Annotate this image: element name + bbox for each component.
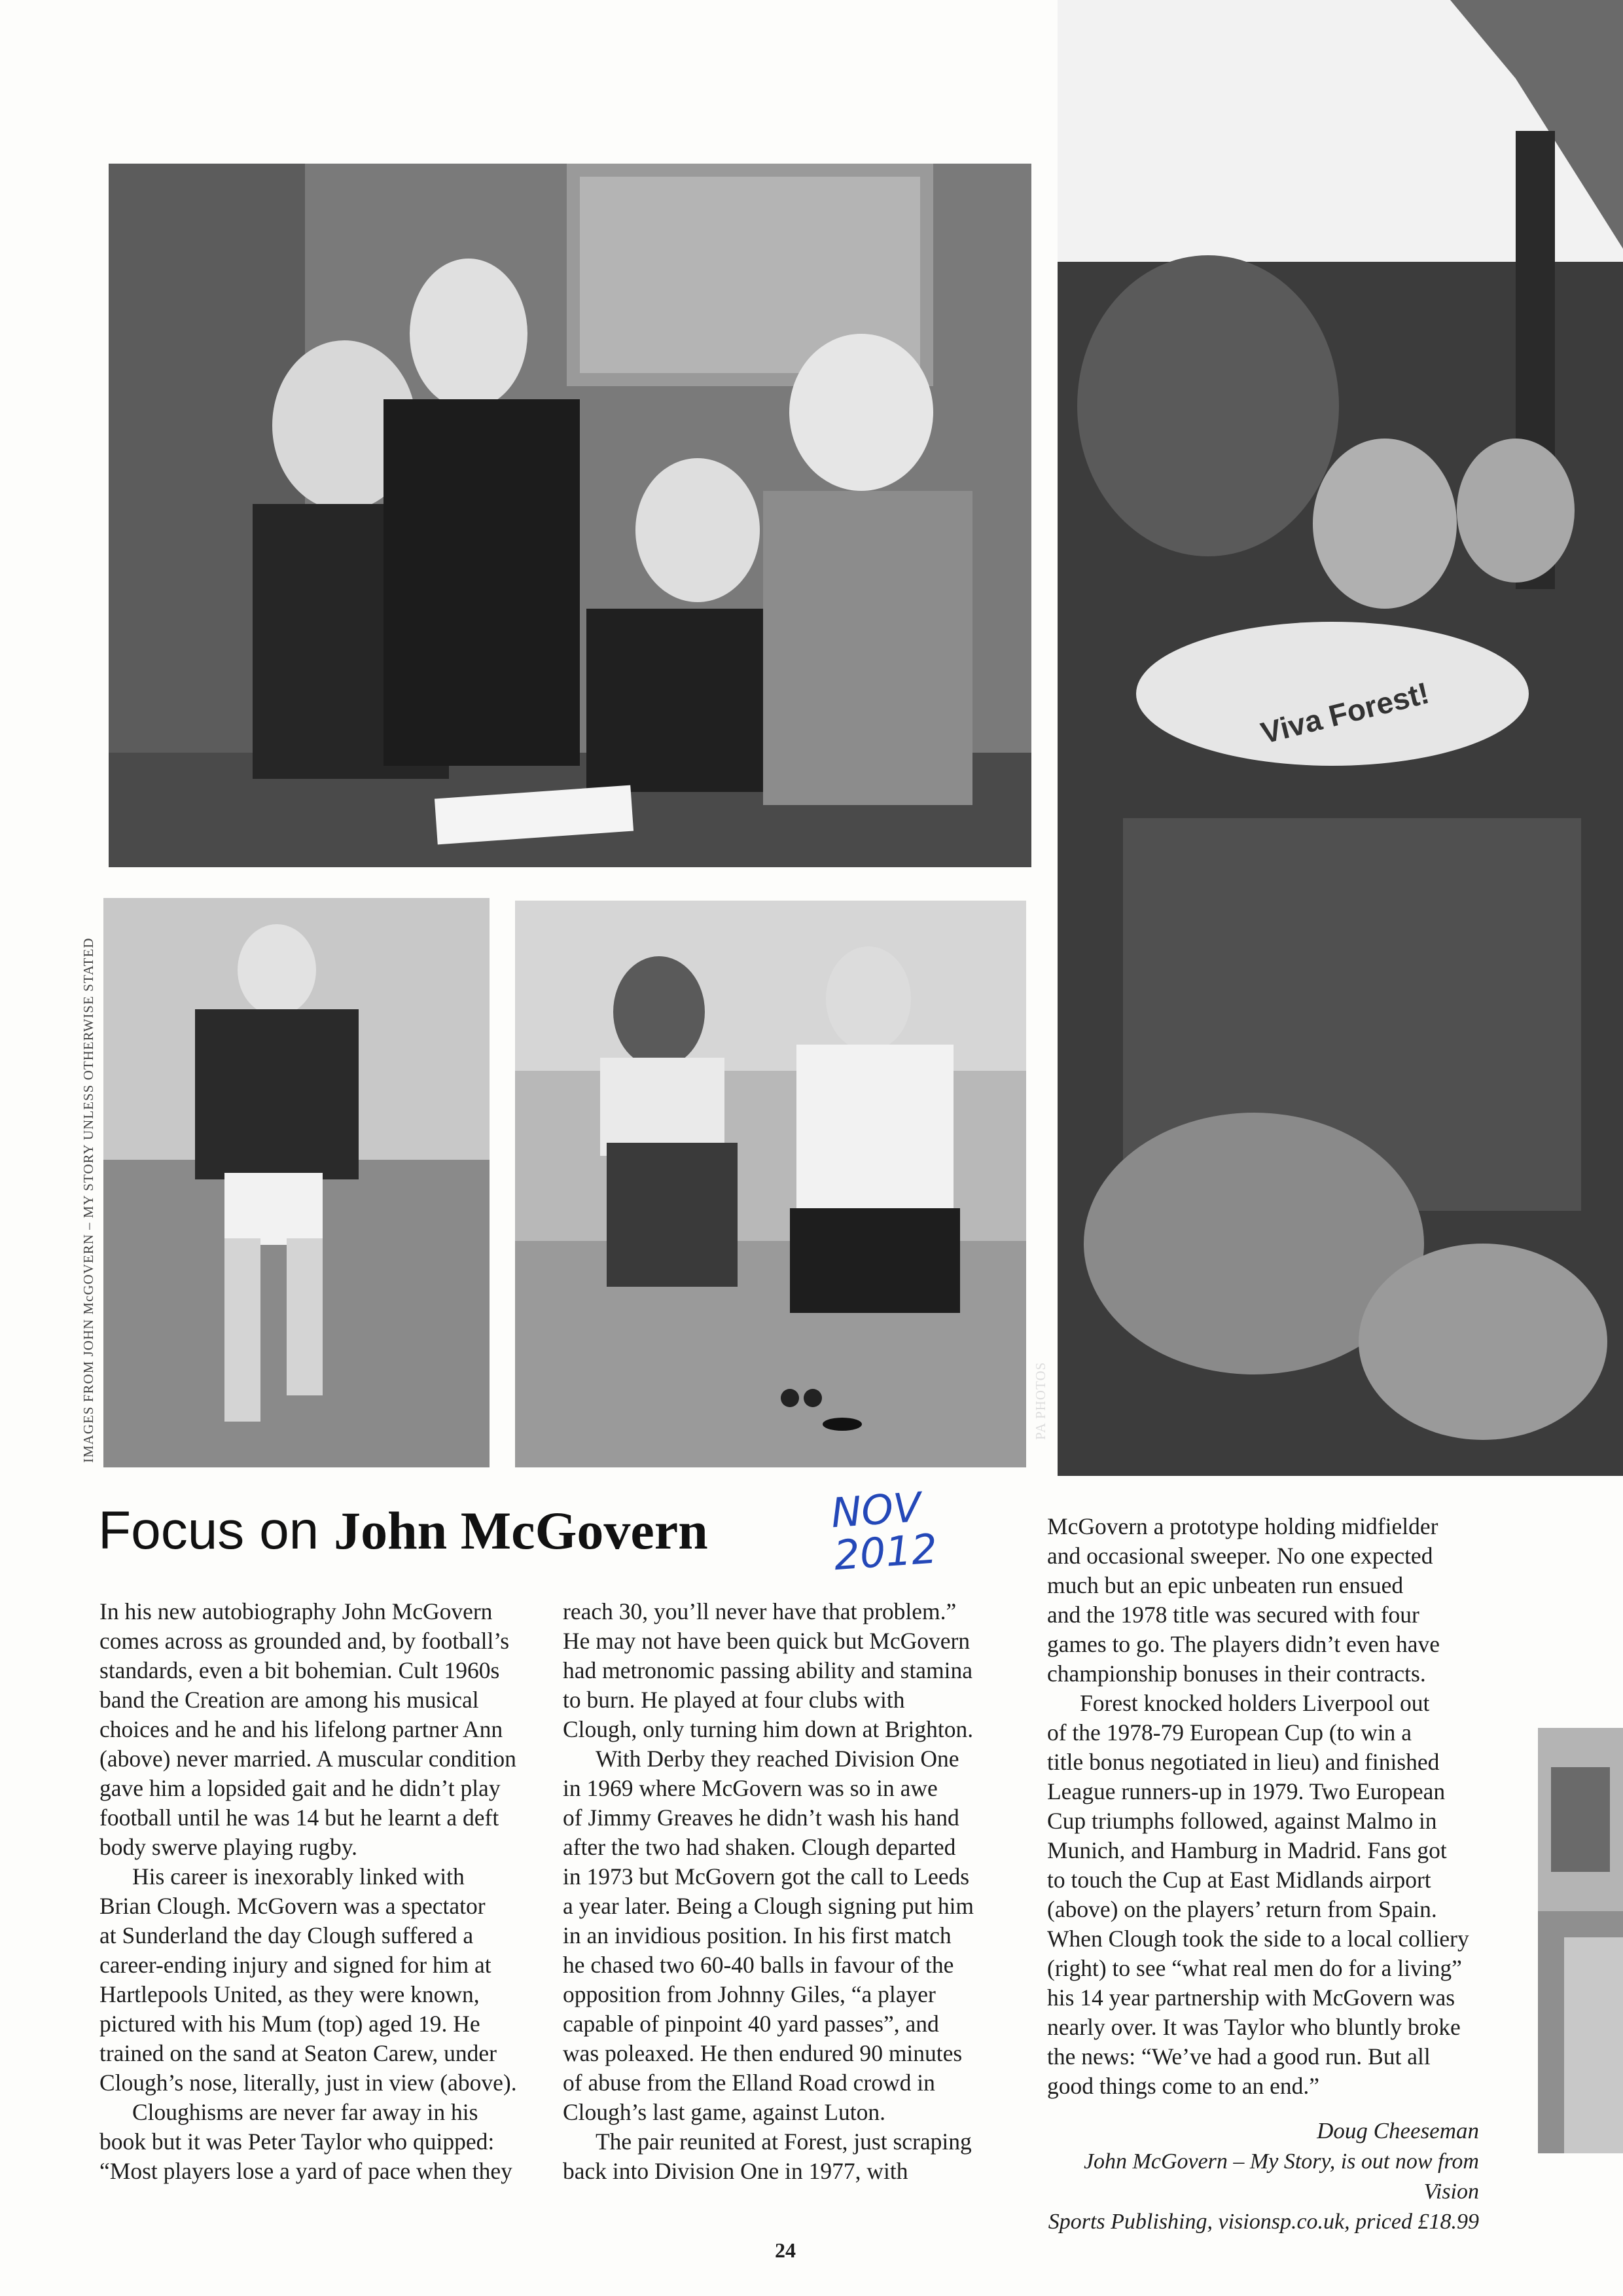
text-line: “Most players lose a yard of pace when they bbox=[99, 2158, 512, 2184]
text-line: McGovern a prototype holding midfielder bbox=[1047, 1513, 1438, 1539]
text-line: of the 1978-79 European Cup (to win a bbox=[1047, 1719, 1412, 1746]
text-line: (above) never married. A muscular condition bbox=[99, 1746, 516, 1772]
text-line: body swerve playing rugby. bbox=[99, 1834, 358, 1860]
book-credit-line-2: Sports Publishing, visionsp.co.uk, priced £18.99 bbox=[1048, 2210, 1479, 2234]
text-line: title bonus negotiated in lieu) and finished bbox=[1047, 1749, 1440, 1775]
text-line: much but an epic unbeaten run ensued bbox=[1047, 1572, 1404, 1598]
text-line: he chased two 60-40 balls in favour of the bbox=[563, 1952, 954, 1978]
article-column-3 bbox=[1047, 1512, 1492, 2101]
text-line: in 1973 but McGovern got the call to Leeds bbox=[563, 1863, 970, 1890]
text-line: In his new autobiography John McGovern bbox=[99, 1598, 493, 1624]
text-line: Brian Clough. McGovern was a spectator bbox=[99, 1893, 486, 1919]
article-column-1 bbox=[99, 1597, 525, 2186]
text-line: of abuse from the Elland Road crowd in bbox=[563, 2070, 935, 2096]
text-line: Clough’s last game, against Luton. bbox=[563, 2099, 885, 2125]
text-line: the news: “We’ve had a good run. But all bbox=[1047, 2043, 1431, 2070]
text-line: trained on the sand at Seaton Carew, under bbox=[99, 2040, 497, 2066]
text-line: Clough’s nose, literally, just in view (above). bbox=[99, 2070, 517, 2096]
handwritten-date-note bbox=[829, 1482, 973, 1580]
text-line: Clough, only turning him down at Brighton. bbox=[563, 1716, 974, 1742]
handwritten-line-2: 2012 bbox=[832, 1524, 939, 1580]
text-line: to burn. He played at four clubs with bbox=[563, 1687, 905, 1713]
headline-name: John McGovern bbox=[334, 1501, 708, 1560]
text-line: Hartlepools United, as they were known, bbox=[99, 1981, 480, 2007]
text-line: and occasional sweeper. No one expected bbox=[1047, 1543, 1433, 1569]
photo-colliery-visit bbox=[1538, 1728, 1623, 2153]
text-line: career-ending injury and signed for him at bbox=[99, 1952, 491, 1978]
text-line: his 14 year partnership with McGovern was bbox=[1047, 1984, 1455, 2011]
text-line: When Clough took the side to a local colliery bbox=[1047, 1926, 1469, 1952]
text-line: championship bonuses in their contracts. bbox=[1047, 1660, 1426, 1687]
text-line: Forest knocked holders Liverpool out bbox=[1080, 1690, 1430, 1716]
text-line: He may not have been quick but McGovern bbox=[563, 1628, 971, 1654]
page-number: 24 bbox=[775, 2238, 796, 2262]
text-line: at Sunderland the day Clough suffered a bbox=[99, 1922, 474, 1948]
text-line: standards, even a bit bohemian. Cult 1960s bbox=[99, 1657, 500, 1683]
text-line: (right) to see “what real men do for a living” bbox=[1047, 1955, 1462, 1981]
text-line: choices and he and his lifelong partner Ann bbox=[99, 1716, 503, 1742]
text-line: capable of pinpoint 40 yard passes”, and bbox=[563, 2011, 939, 2037]
fan-cap-text: Viva Forest! bbox=[1257, 675, 1433, 751]
text-line: and the 1978 title was secured with four bbox=[1047, 1602, 1419, 1628]
photo-contract-signing bbox=[109, 164, 1031, 867]
article-headline bbox=[98, 1499, 923, 1563]
text-line: of Jimmy Greaves he didn’t wash his hand bbox=[563, 1804, 959, 1831]
photo-mini-golf bbox=[515, 901, 1026, 1467]
text-line: football until he was 14 but he learnt a deft bbox=[99, 1804, 499, 1831]
text-line: nearly over. It was Taylor who bluntly broke bbox=[1047, 2014, 1461, 2040]
text-line: The pair reunited at Forest, just scraping bbox=[596, 2128, 972, 2155]
photo-fans-airport bbox=[1058, 0, 1623, 1476]
headline-lead: Focus on bbox=[98, 1501, 334, 1560]
text-line: comes across as grounded and, by football’s bbox=[99, 1628, 510, 1654]
text-line: With Derby they reached Division One bbox=[596, 1746, 959, 1772]
text-line: was poleaxed. He then endured 90 minutes bbox=[563, 2040, 963, 2066]
text-line: to touch the Cup at East Midlands airport bbox=[1047, 1867, 1431, 1893]
text-line: Munich, and Hamburg in Madrid. Fans got bbox=[1047, 1837, 1447, 1863]
text-line: a year later. Being a Clough signing put him bbox=[563, 1893, 974, 1919]
handwritten-line-1: NOV bbox=[829, 1482, 923, 1537]
text-line: back into Division One in 1977, with bbox=[563, 2158, 908, 2184]
text-line: pictured with his Mum (top) aged 19. He bbox=[99, 2011, 480, 2037]
text-line: in 1969 where McGovern was so in awe bbox=[563, 1775, 938, 1801]
text-line: opposition from Johnny Giles, “a player bbox=[563, 1981, 936, 2007]
text-line: reach 30, you’ll never have that problem.” bbox=[563, 1598, 957, 1624]
text-line: games to go. The players didn’t even have bbox=[1047, 1631, 1440, 1657]
text-line: had metronomic passing ability and stamina bbox=[563, 1657, 973, 1683]
text-line: book but it was Peter Taylor who quipped: bbox=[99, 2128, 495, 2155]
image-credit-left: IMAGES FROM JOHN McGOVERN – MY STORY UNLESS OTHERWISE STATED bbox=[80, 937, 96, 1463]
article-column-2 bbox=[563, 1597, 988, 2186]
text-line: in an invidious position. In his first match bbox=[563, 1922, 952, 1948]
text-line: His career is inexorably linked with bbox=[132, 1863, 465, 1890]
text-line: after the two had shaken. Clough departed bbox=[563, 1834, 956, 1860]
book-credit-line-1: John McGovern – My Story, is out now from Vision bbox=[1083, 2149, 1479, 2204]
text-line: band the Creation are among his musical bbox=[99, 1687, 479, 1713]
byline-author: Doug Cheeseman bbox=[1317, 2118, 1479, 2144]
image-credit-pa: PA PHOTOS bbox=[1033, 1361, 1048, 1440]
book-credit bbox=[1047, 2147, 1479, 2237]
photo-running-on-sand bbox=[103, 898, 490, 1467]
text-line: (above) on the players’ return from Spain. bbox=[1047, 1896, 1437, 1922]
text-line: Cloughisms are never far away in his bbox=[132, 2099, 478, 2125]
text-line: League runners-up in 1979. Two European bbox=[1047, 1778, 1446, 1804]
text-line: gave him a lopsided gait and he didn’t play bbox=[99, 1775, 501, 1801]
text-line: good things come to an end.” bbox=[1047, 2073, 1320, 2099]
text-line: Cup triumphs followed, against Malmo in bbox=[1047, 1808, 1437, 1834]
